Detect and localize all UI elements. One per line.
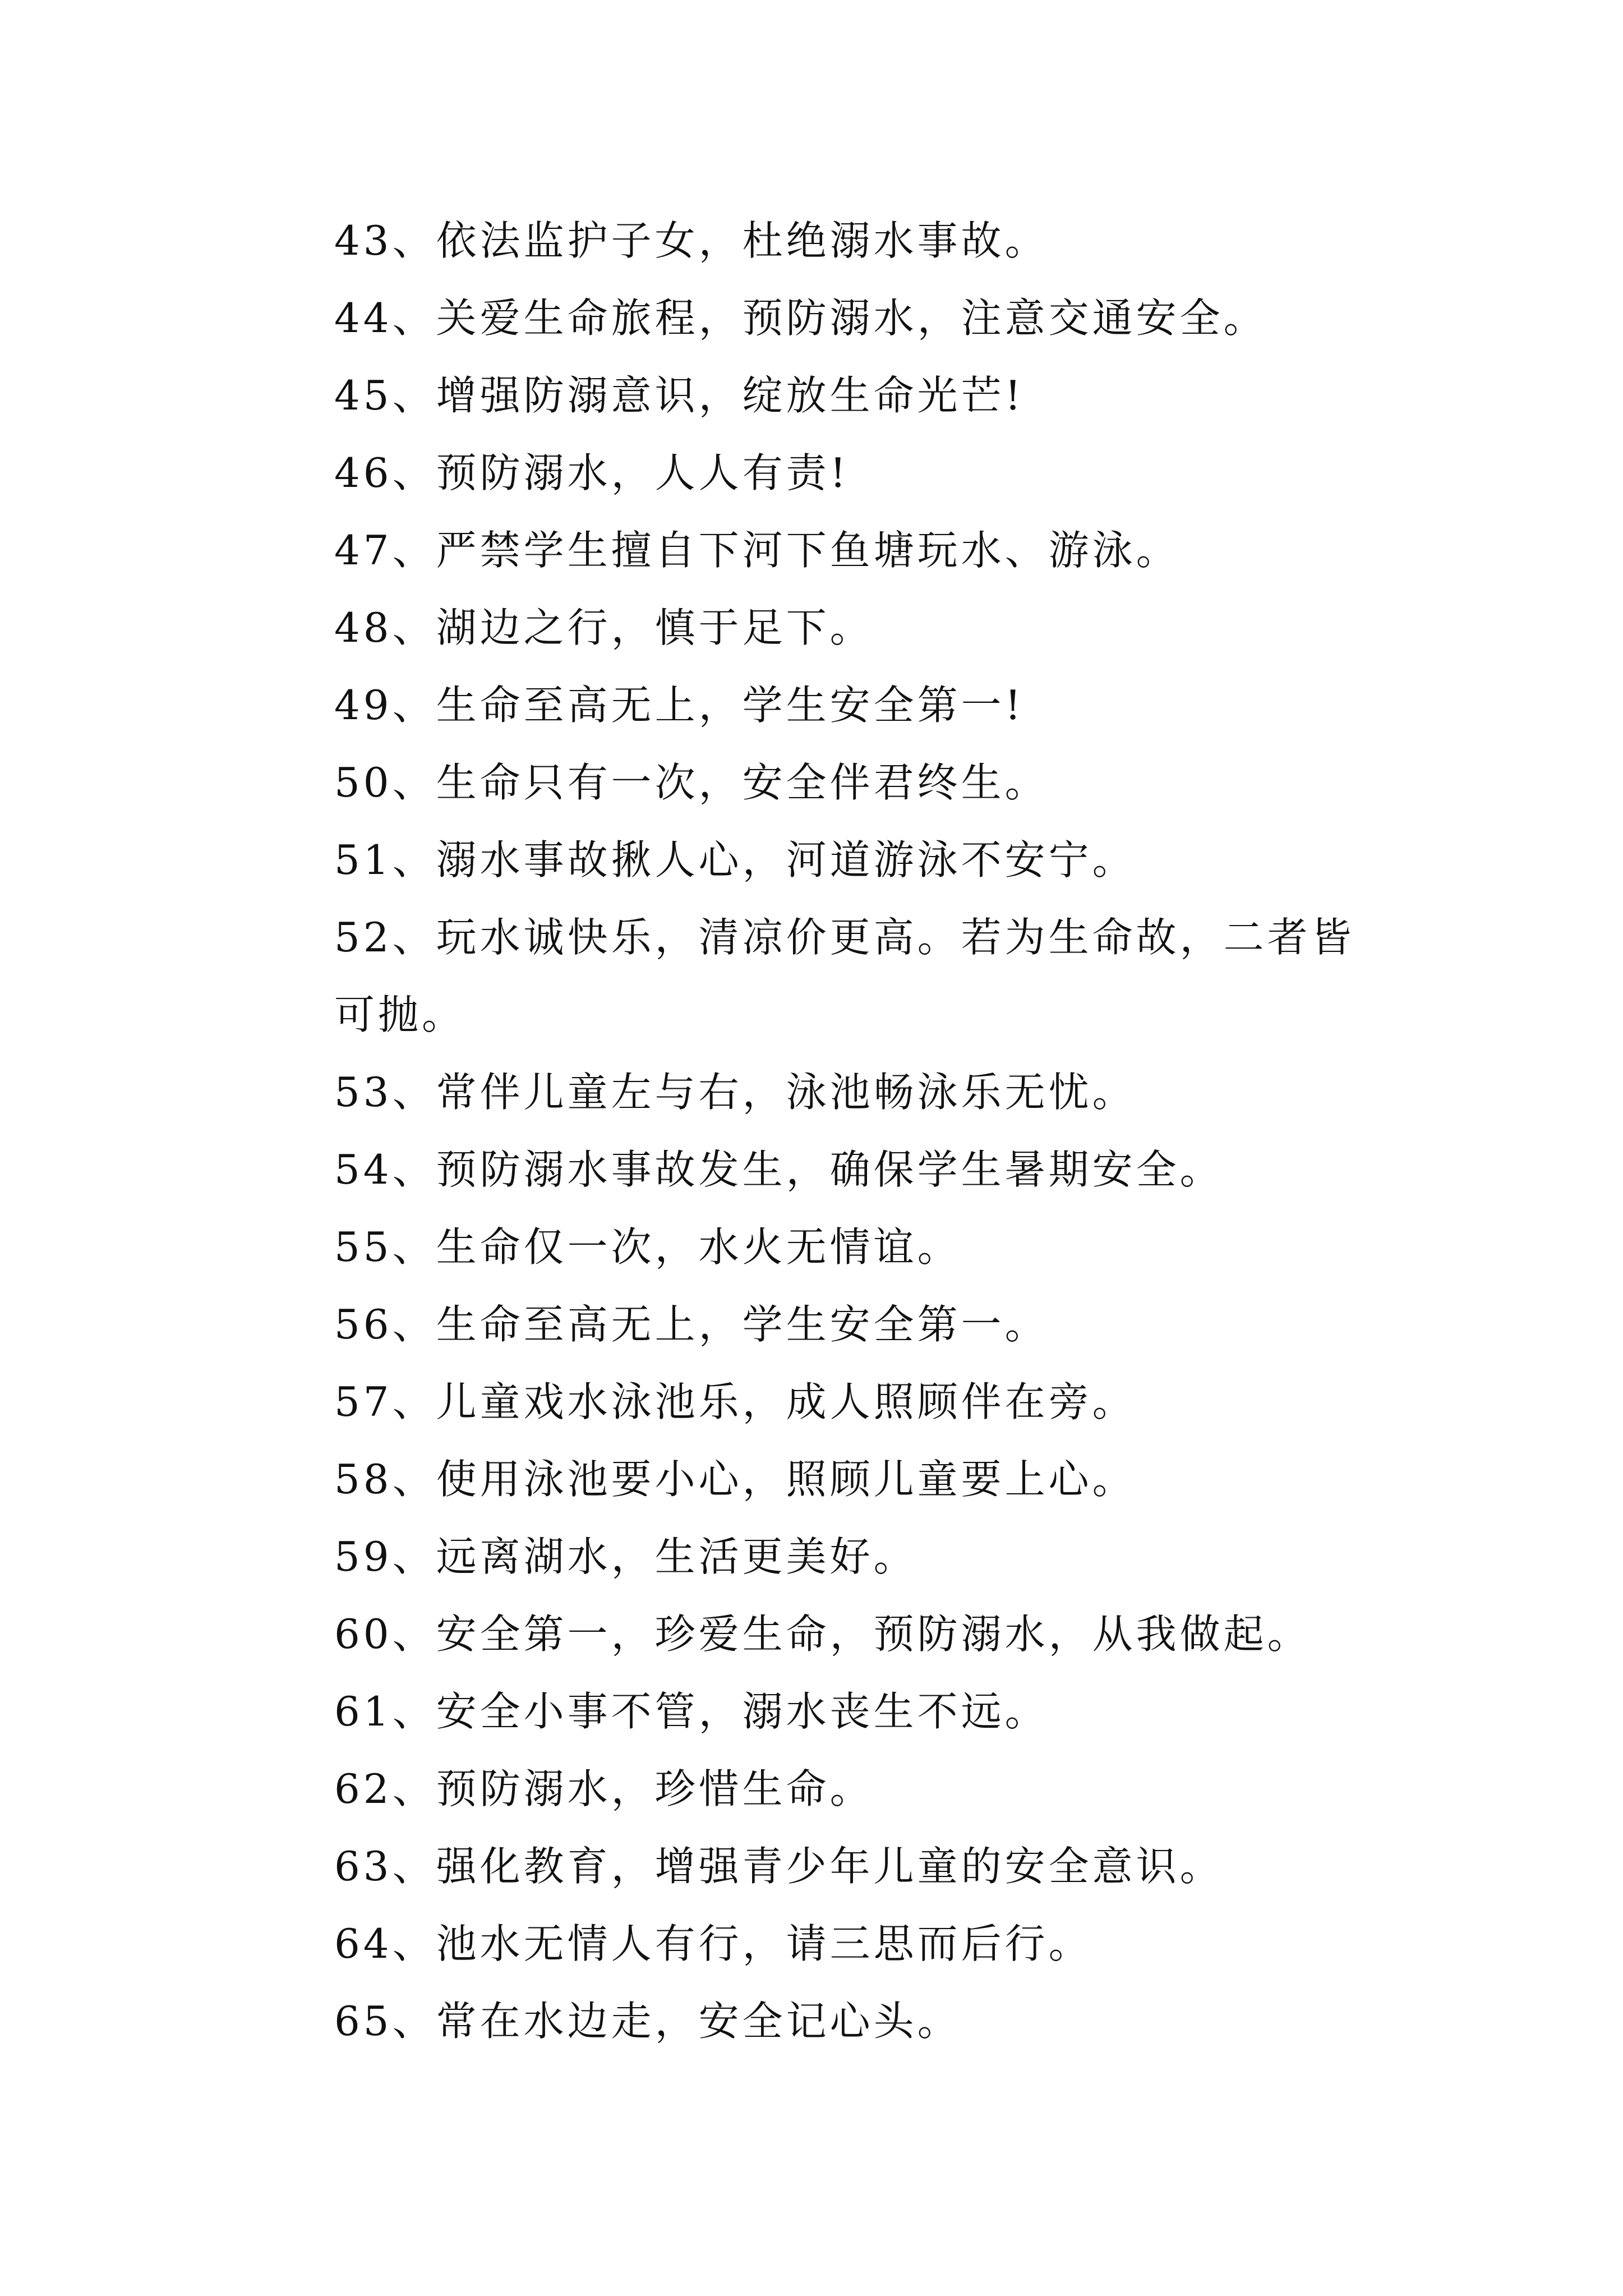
list-item: 47、严禁学生擅自下河下鱼塘玩水、游泳。: [334, 527, 1180, 574]
list-item: 61、安全小事不管，溺水丧生不远。: [334, 1688, 1049, 1735]
list-item: 60、安全第一，珍爱生命，预防溺水，从我做起。: [334, 1611, 1311, 1658]
list-item: 64、池水无情人有行，请三思而后行。: [334, 1920, 1092, 1967]
list-item: 48、湖边之行，慎于足下。: [334, 604, 874, 651]
list-item: 55、生命仅一次，水火无情谊。: [334, 1223, 961, 1271]
slogan-list: [247, 202, 1391, 2060]
list-item: 50、生命只有一次，安全伴君终生。: [334, 759, 1049, 806]
list-item: 53、常伴儿童左与右，泳池畅泳乐无忧。: [334, 1069, 1136, 1116]
list-item: 65、常在水边走，安全记心头。: [334, 1998, 961, 2045]
list-item: 62、预防溺水，珍惜生命。: [334, 1765, 874, 1812]
list-item: 58、使用泳池要小心，照顾儿童要上心。: [334, 1456, 1136, 1503]
list-item: 45、增强防溺意识，绽放生命光芒!: [334, 372, 1025, 419]
list-item: 49、生命至高无上，学生安全第一!: [334, 682, 1025, 729]
list-item: 63、强化教育，增强青少年儿童的安全意识。: [334, 1843, 1224, 1890]
list-item: 54、预防溺水事故发生，确保学生暑期安全。: [334, 1146, 1224, 1193]
list-item: 51、溺水事故揪人心，河道游泳不安宁。: [334, 836, 1136, 884]
list-item: 59、远离湖水，生活更美好。: [334, 1533, 917, 1580]
list-item: 44、关爱生命旅程，预防溺水，注意交通安全。: [334, 295, 1267, 342]
list-item: 57、儿童戏水泳池乐，成人照顾伴在旁。: [334, 1378, 1136, 1425]
list-item: 52、玩水诚快乐，清凉价更高。若为生命故，二者皆可抛。: [334, 914, 1355, 1038]
list-item: 43、依法监护子女，杜绝溺水事故。: [334, 217, 1049, 264]
list-item: 46、预防溺水，人人有责!: [334, 449, 850, 496]
list-item: 56、生命至高无上，学生安全第一。: [334, 1301, 1049, 1348]
